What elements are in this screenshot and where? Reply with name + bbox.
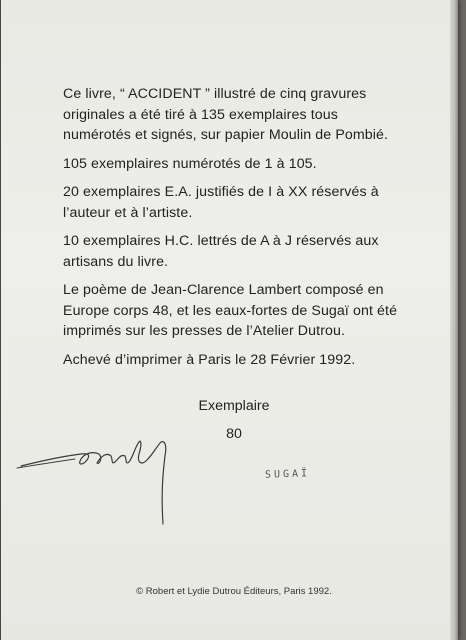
colophon-text — [63, 84, 408, 378]
exemplaire-label: Exemplaire — [198, 398, 270, 414]
page-edge — [450, 0, 458, 640]
paragraph-hc: 10 exemplaires H.C. lettrés de A à J réservés aux artisans du livre. — [63, 233, 379, 270]
signature-sugai: SUGAÏ — [264, 468, 311, 481]
exemplaire-number: 80 — [226, 426, 242, 442]
paragraph-ea: 20 exemplaires E.A. justifiés de I à XX réservés à l’auteur et à l’artiste. — [63, 184, 379, 221]
paragraph-printing: Le poème de Jean-Clarence Lambert composé en Europe corps 48, et les eaux-fortes de Sugaï ont été imprimés sur les presses de l’Atelier Dutrou. — [63, 282, 398, 339]
paragraph-achieved: Achevé d’imprimer à Paris le 28 Février 1992. — [63, 351, 356, 368]
publisher-footer: © Robert et Lydie Dutrou Éditeurs, Paris 1992. — [136, 586, 332, 597]
paragraph-numbered: 105 exemplaires numérotés de 1 à 105. — [63, 155, 317, 172]
signature-lambert — [15, 432, 185, 532]
paragraph-edition: Ce livre, “ ACCIDENT ” illustré de cinq gravures originales a été tiré à 135 exemplaires tous numérotés et signés, sur papier Moulin de Pombié. — [63, 86, 389, 143]
colophon-page — [1, 0, 458, 640]
